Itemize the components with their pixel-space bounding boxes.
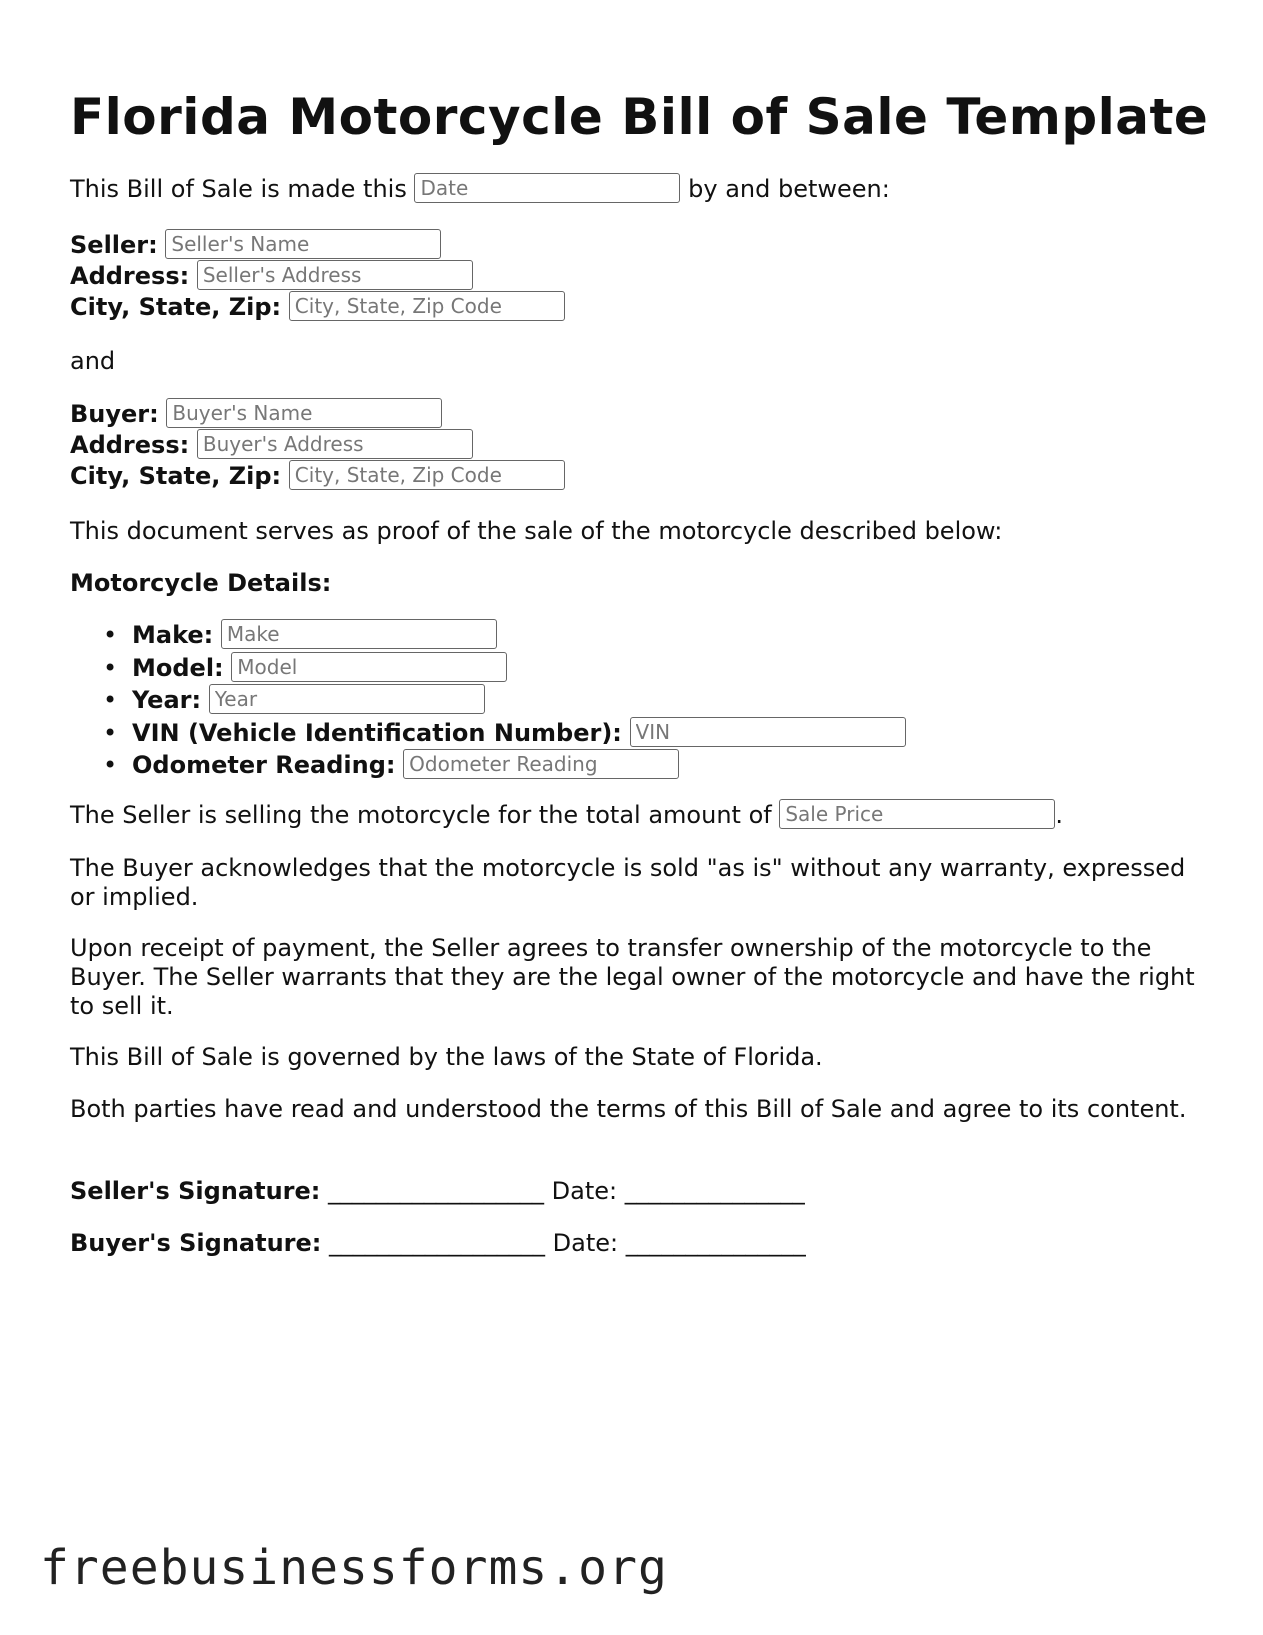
- buyer-date-line: _______________: [625, 1229, 806, 1257]
- make-label: Make:: [132, 621, 214, 649]
- seller-date-line: _______________: [624, 1177, 805, 1205]
- vin-input[interactable]: [630, 717, 906, 747]
- seller-csz-label: City, State, Zip:: [70, 293, 282, 321]
- seller-csz-row: [70, 292, 565, 322]
- transfer-paragraph: Upon receipt of payment, the Seller agrees to transfer ownership of the motorcycle to the Buyer. The Seller warrants that they are the legal owner of the motorcycle and have the right to sell it.: [70, 934, 1195, 1020]
- seller-name-input[interactable]: [165, 229, 441, 259]
- seller-csz-input[interactable]: [289, 291, 565, 321]
- seller-address-row: [70, 261, 473, 291]
- agree-paragraph: Both parties have read and understood the terms of this Bill of Sale and agree to its content.: [70, 1095, 1187, 1123]
- model-input[interactable]: [231, 652, 507, 682]
- vin-label: VIN (Vehicle Identification Number):: [132, 718, 622, 747]
- buyer-csz-row: [70, 461, 565, 491]
- list-item: [70, 717, 906, 750]
- footer-watermark: freebusinessforms.org: [40, 1540, 668, 1596]
- intro-text-after: by and between:: [688, 175, 890, 203]
- seller-signature-row: [70, 1176, 805, 1206]
- proof-text: This document serves as proof of the sale of the motorcycle described below:: [70, 517, 1003, 545]
- list-item: [70, 652, 906, 685]
- seller-address-label: Address:: [70, 262, 190, 290]
- buyer-signature-label: Buyer's Signature:: [70, 1229, 322, 1257]
- buyer-name-label: Buyer:: [70, 400, 159, 428]
- list-item: [70, 619, 906, 652]
- buyer-name-row: [70, 399, 442, 429]
- buyer-address-label: Address:: [70, 431, 190, 459]
- buyer-address-input[interactable]: [197, 429, 473, 459]
- buyer-name-input[interactable]: [166, 398, 442, 428]
- intro-text-before: This Bill of Sale is made this: [70, 175, 407, 203]
- seller-date-label: Date:: [551, 1177, 618, 1205]
- as-is-paragraph: The Buyer acknowledges that the motorcycle is sold "as is" without any warranty, expressed or implied.: [70, 854, 1186, 911]
- buyer-signature-row: [70, 1228, 806, 1258]
- intro-line: [70, 174, 890, 204]
- sale-date-input[interactable]: [414, 173, 680, 203]
- price-text-before: The Seller is selling the motorcycle for the total amount of: [70, 801, 772, 829]
- make-input[interactable]: [221, 619, 497, 649]
- buyer-csz-label: City, State, Zip:: [70, 462, 282, 490]
- buyer-address-row: [70, 430, 473, 460]
- page-title: Florida Motorcycle Bill of Sale Template: [70, 88, 1209, 146]
- buyer-signature-line: __________________: [329, 1229, 546, 1257]
- odometer-input[interactable]: [403, 749, 679, 779]
- details-heading: [70, 568, 331, 598]
- seller-name-row: [70, 230, 441, 260]
- seller-signature-label: Seller's Signature:: [70, 1177, 321, 1205]
- details-heading-text: Motorcycle Details:: [70, 569, 332, 597]
- buyer-csz-input[interactable]: [289, 460, 565, 490]
- model-label: Model:: [132, 653, 224, 682]
- price-text-after: .: [1055, 801, 1063, 829]
- list-item: [70, 749, 906, 782]
- buyer-date-label: Date:: [552, 1229, 619, 1257]
- year-label: Year:: [132, 686, 202, 714]
- list-item: [70, 684, 906, 717]
- year-input[interactable]: [209, 684, 485, 714]
- seller-signature-line: __________________: [328, 1177, 544, 1205]
- odometer-label: Odometer Reading:: [132, 751, 396, 779]
- seller-address-input[interactable]: [197, 260, 473, 290]
- sale-price-input[interactable]: [779, 799, 1055, 829]
- details-list: [70, 619, 906, 782]
- price-line: [70, 800, 1063, 830]
- governed-paragraph: This Bill of Sale is governed by the laws of the State of Florida.: [70, 1043, 823, 1071]
- seller-name-label: Seller:: [70, 231, 158, 259]
- and-text: and: [70, 347, 116, 375]
